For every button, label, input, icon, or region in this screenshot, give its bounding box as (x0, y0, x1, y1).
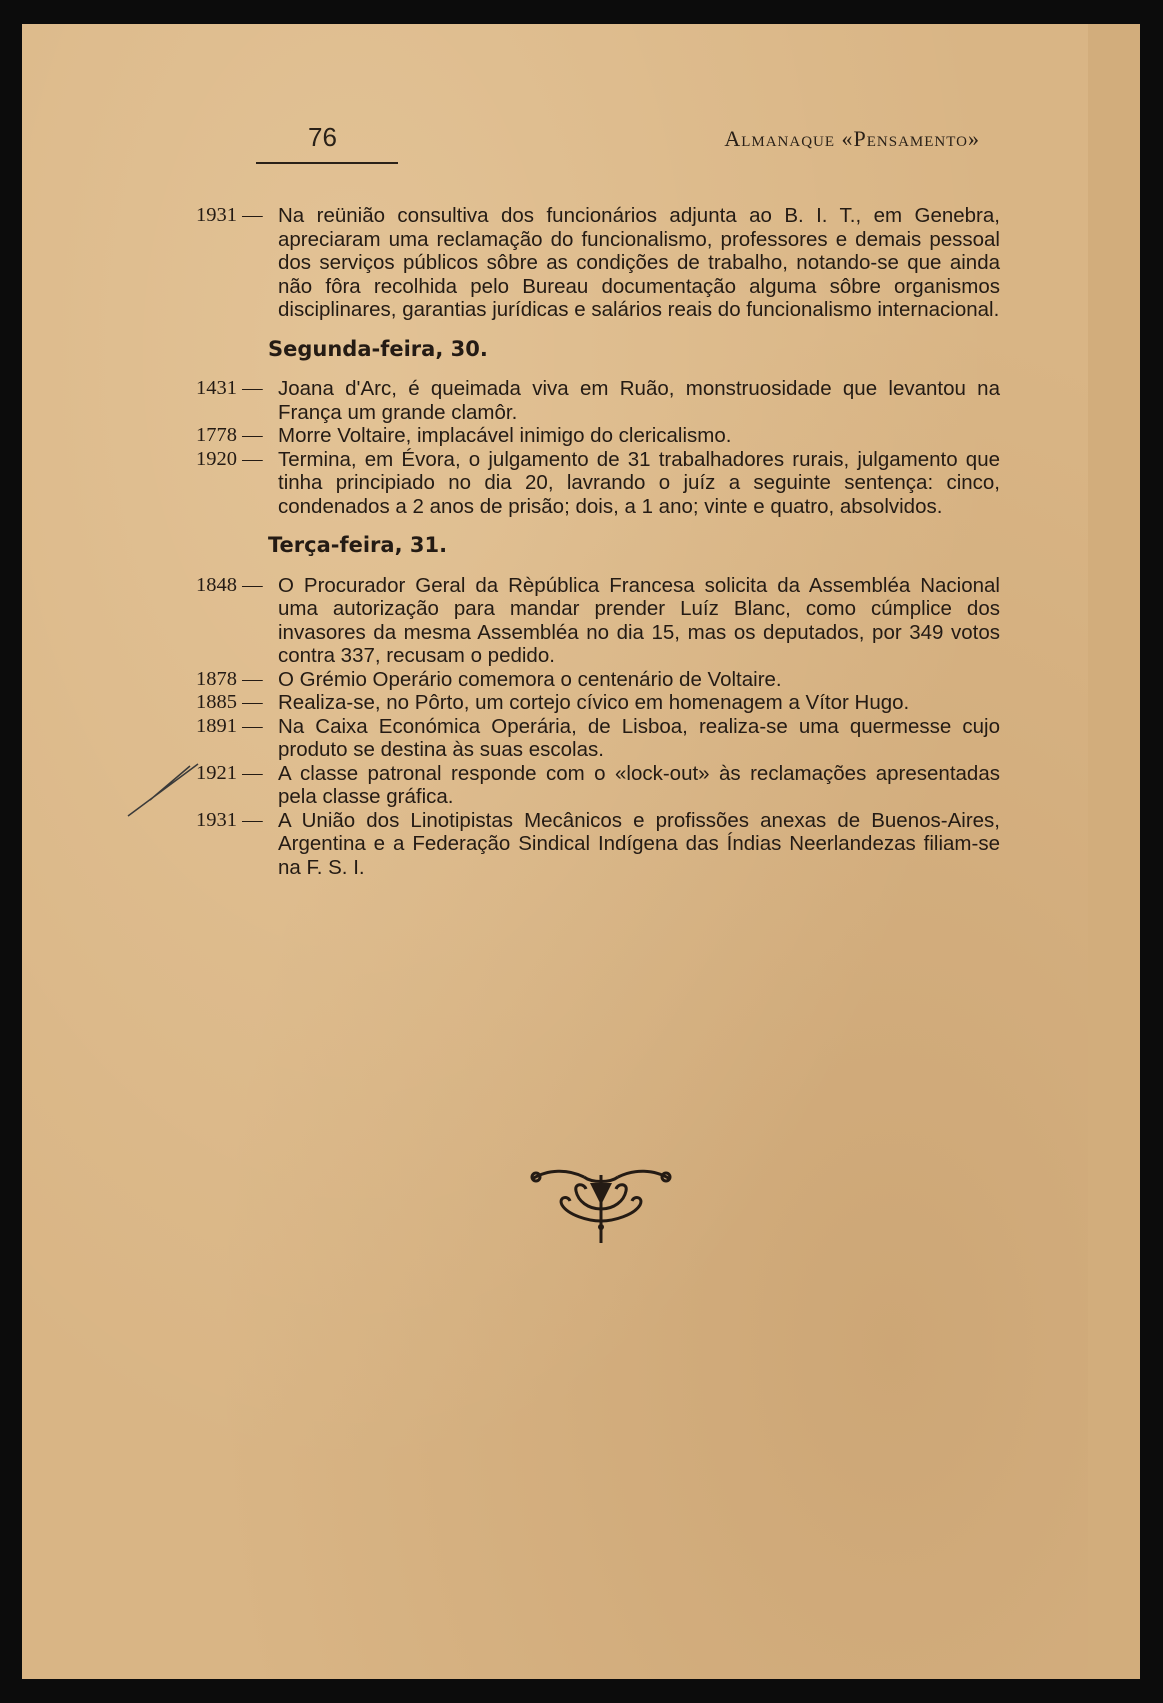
running-title: Almanaque «Pensamento» (724, 126, 980, 151)
entry-text: Na Caixa Económica Operária, de Lisboa, realiza-se uma quermesse cujo produto se destina às suas escolas. (278, 714, 1000, 761)
entry-text: Termina, em Évora, o julgamento de 31 trabalhadores rurais, julgamento que tinha principiado no dia 20, lavrando o juíz a seguinte sentença: cinco, condenados a 2 anos de prisão; dois, a 1 ano; vinte e quatro, absolvidos. (278, 447, 1000, 518)
entry-year: 1931 — (196, 204, 263, 226)
entry-text: Morre Voltaire, implacável inimigo do clericalismo. (278, 424, 732, 447)
entry-text: A União dos Linotipistas Mecânicos e profissões anexas de Buenos-Aires, Argentina e a Federação Sindical Indígena das Índias Neerlandezas filiam-se na F. S. I. (278, 808, 1000, 879)
ornament-icon (528, 1165, 674, 1245)
entry (196, 377, 1000, 424)
entry-year: 1931 — (196, 808, 263, 831)
entry (196, 204, 1000, 322)
entry (196, 668, 1000, 692)
entry-year: 1431 — (196, 377, 263, 399)
entry-year: 1778 — (196, 424, 263, 446)
entry-year: 1920 — (196, 447, 263, 470)
entry-year: 1891 — (196, 714, 263, 737)
day-heading-30: Segunda-feira, 30. (268, 336, 488, 361)
entry-text: Na reünião consultiva dos funcionários adjunta ao B. I. T., em Genebra, apreciaram uma reclamação do funcionalismo, professores e demais pessoal dos serviços públicos sôbre as condições de trabalho, notando-se que ainda não fôra recolhida pelo Bureau documentação alguma sôbre organismos disciplinares, garantias jurídicas e salários reais do funcionalismo internacional. (278, 204, 1000, 321)
entry (196, 762, 1000, 809)
entry-year: 1921 — (196, 761, 263, 784)
entry (196, 715, 1000, 762)
facing-page-edge (1088, 24, 1140, 1679)
entry (196, 809, 1000, 880)
page-number: 76 (308, 122, 337, 152)
entry-text: Joana d'Arc, é queimada viva em Ruão, monstruosidade que levantou na França um grande clamôr. (278, 377, 1000, 424)
entry-text: A classe patronal responde com o «lock-out» às reclamações apresentadas pela classe gráfica. (278, 761, 1000, 808)
header-rule (256, 162, 398, 164)
pencil-mark-icon (120, 760, 200, 820)
entry-year: 1878 — (196, 667, 263, 690)
entry-text: O Procurador Geral da Rèpública Francesa solicita da Assembléa Nacional uma autorização para mandar prender Luíz Blanc, como cúmplice dos invasores da mesma Assembléa no dia 15, mas os deputados, por 349 votos contra 337, recusam o pedido. (278, 573, 1000, 667)
page-header (280, 118, 980, 154)
entry (196, 574, 1000, 668)
entry-text: O Grémio Operário comemora o centenário de Voltaire. (278, 667, 782, 691)
day-heading-31: Terça-feira, 31. (268, 533, 448, 557)
entry (196, 691, 1000, 715)
entry (196, 448, 1000, 519)
page-content (196, 204, 1000, 879)
entry-year: 1848 — (196, 573, 263, 596)
entry (196, 424, 1000, 448)
entry-text: Realiza-se, no Pôrto, um cortejo cívico em homenagem a Vítor Hugo. (278, 691, 910, 714)
entry-year: 1885 — (196, 691, 263, 713)
